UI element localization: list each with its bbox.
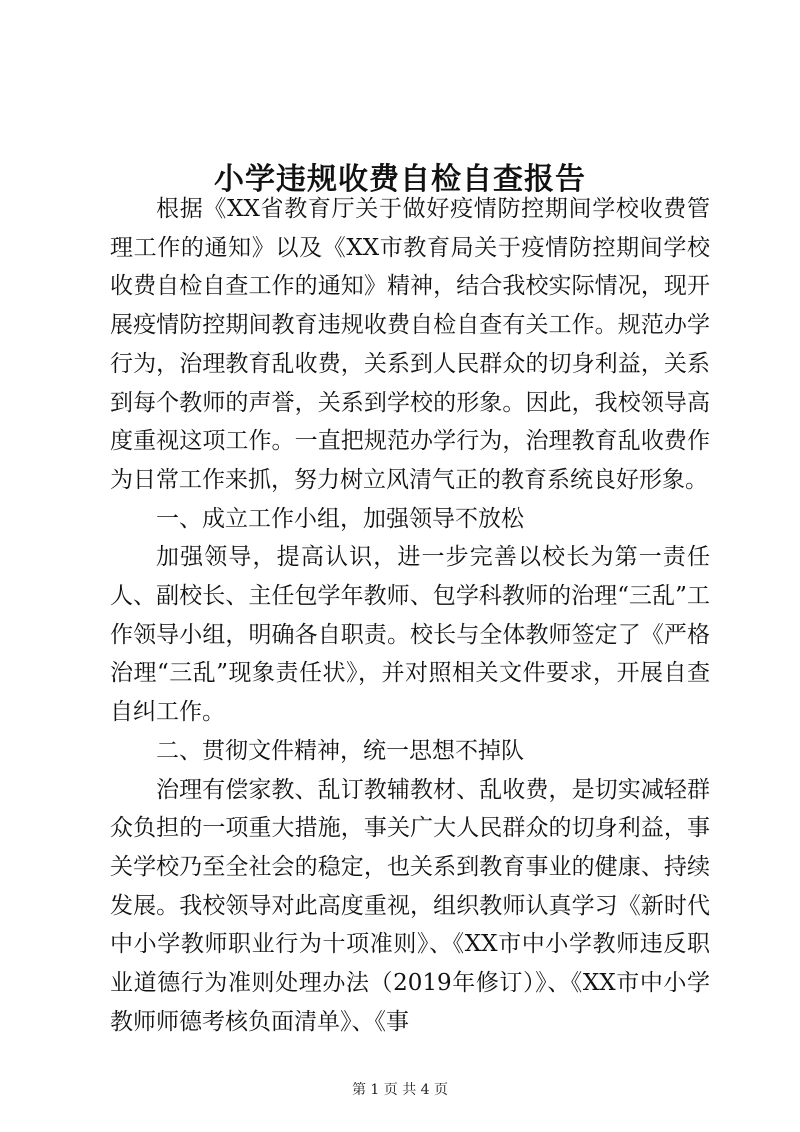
section-heading-2: 二、贯彻文件精神，统一思想不掉队 xyxy=(156,737,524,764)
paragraph-section-2: 治理有偿家教、乱订教辅教材、乱收费，是切实减轻群众负担的一项重大措施，事关广大人民群众的切身利益，事关学校乃至全社会的稳定，也关系到教育事业的健康、持续发展。我校领导对此高度重视，组织教师认真学习《新时代中小学教师职业行为十项准则》、《XX市中小学教师违反职业道德行为准则处理办法（2019年修订）》、《XX市中小学教师师德考核负面清单》、《事 xyxy=(110,776,710,1035)
document-body xyxy=(110,190,710,1041)
page-title: 小学违规收费自检自查报告 xyxy=(214,162,586,198)
page-footer: 第 1 页 共 4 页 xyxy=(351,1082,449,1098)
paragraph-intro: 根据《XX省教育厅关于做好疫情防控期间学校收费管理工作的通知》以及《XX市教育局关于疫情防控期间学校收费自检自查工作的通知》精神，结合我校实际情况，现开展疫情防控期间教育违规收费自检自查有关工作。规范办学行为，治理教育乱收费，关系到人民群众的切身利益，关系到每个教师的声誉，关系到学校的形象。因此，我校领导高度重视这项工作。一直把规范办学行为，治理教育乱收费作为日常工作来抓，努力树立风清气正的教育系统良好形象。 xyxy=(110,196,710,493)
section-heading-1: 一、成立工作小组，加强领导不放松 xyxy=(156,505,524,532)
paragraph-section-1: 加强领导，提高认识，进一步完善以校长为第一责任人、副校长、主任包学年教师、包学科教师的治理“三乱”工作领导小组，明确各自职责。校长与全体教师签定了《严格治理“三乱”现象责任状》，并对照相关文件要求，开展自查自纠工作。 xyxy=(110,544,710,726)
